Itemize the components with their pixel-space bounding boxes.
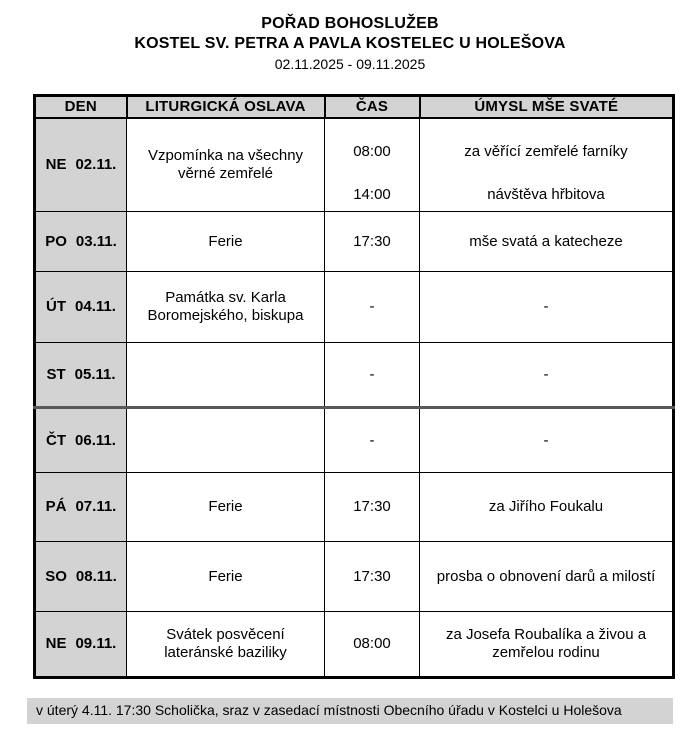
intention-cell: - <box>420 272 674 343</box>
day-abbr: ST <box>46 365 66 383</box>
intention-cell: prosba o obnovení darů a milostí <box>420 542 674 612</box>
intention-entry: za věřící zemřelé farníky <box>464 142 628 160</box>
col-header-liturgicka-oslava: LITURGICKÁ OSLAVA <box>127 96 325 118</box>
time-cell <box>325 118 420 212</box>
date-range: 02.11.2025 - 09.11.2025 <box>274 56 426 72</box>
day-abbr: PO <box>45 232 67 250</box>
day-abbr: ÚT <box>46 298 67 315</box>
schedule-table <box>33 94 675 679</box>
table-row <box>35 272 674 343</box>
celebration-cell: Vzpomínka na všechny věrné zemřelé <box>127 118 325 212</box>
day-cell <box>35 542 127 612</box>
day-cell <box>35 408 127 473</box>
time-cell: - <box>325 408 420 473</box>
day-abbr: PÁ <box>45 498 67 515</box>
table-row <box>35 343 674 408</box>
time-cell: 08:00 <box>325 612 420 678</box>
day-abbr: NE <box>45 155 67 173</box>
table-row <box>35 473 674 542</box>
intention-cell <box>420 118 674 212</box>
day-date: 06.11. <box>75 431 116 449</box>
day-abbr: NE <box>45 635 67 652</box>
day-cell <box>35 212 127 272</box>
day-date: 07.11. <box>75 498 117 515</box>
day-cell <box>35 343 127 408</box>
document-header <box>0 0 700 75</box>
document-footer <box>0 698 700 724</box>
time-cell: - <box>325 272 420 343</box>
church-name: KOSTEL SV. PETRA A PAVLA KOSTELEC U HOLEŠOVA <box>134 35 566 52</box>
day-date: 04.11. <box>75 298 116 315</box>
table-row <box>35 212 674 272</box>
celebration-cell: Ferie <box>127 473 325 542</box>
time-entry: 08:00 <box>353 142 391 160</box>
day-cell <box>35 473 127 542</box>
page-title: POŘAD BOHOSLUŽEB <box>261 15 439 32</box>
day-abbr: ČT <box>46 431 67 449</box>
col-header-cas: ČAS <box>325 96 420 118</box>
table-row <box>35 118 674 212</box>
day-date: 08.11. <box>75 567 117 585</box>
intention-cell: - <box>420 343 674 408</box>
intention-cell: za Josefa Roubalíka a živou a zemřelou rodinu <box>420 612 674 678</box>
day-date: 09.11. <box>75 635 117 652</box>
time-cell: 17:30 <box>325 473 420 542</box>
table-row <box>35 612 674 678</box>
announcement-note: v úterý 4.11. 17:30 Scholička, sraz v zasedací místnosti Obecního úřadu v Kostelci u Holešova <box>27 698 673 724</box>
table-row <box>35 408 674 473</box>
col-header-den: DEN <box>35 96 127 118</box>
time-cell: 17:30 <box>325 212 420 272</box>
time-cell: 17:30 <box>325 542 420 612</box>
day-date: 02.11. <box>75 155 117 173</box>
day-cell <box>35 118 127 212</box>
table-header-row <box>35 96 674 118</box>
celebration-cell <box>127 408 325 473</box>
time-entry: 14:00 <box>353 185 391 203</box>
day-date: 05.11. <box>74 365 116 383</box>
day-date: 03.11. <box>75 232 117 250</box>
celebration-cell <box>127 343 325 408</box>
day-cell <box>35 612 127 678</box>
celebration-cell: Památka sv. Karla Boromejského, biskupa <box>127 272 325 343</box>
day-cell <box>35 272 127 343</box>
time-cell: - <box>325 343 420 408</box>
celebration-cell: Ferie <box>127 542 325 612</box>
col-header-umysl: ÚMYSL MŠE SVATÉ <box>420 96 674 118</box>
celebration-cell: Svátek posvěcení lateránské baziliky <box>127 612 325 678</box>
intention-cell: za Jiřího Foukalu <box>420 473 674 542</box>
celebration-cell: Ferie <box>127 212 325 272</box>
table-row <box>35 542 674 612</box>
intention-entry: návštěva hřbitova <box>487 185 605 203</box>
intention-cell: mše svatá a katecheze <box>420 212 674 272</box>
day-abbr: SO <box>45 567 67 585</box>
intention-cell: - <box>420 408 674 473</box>
